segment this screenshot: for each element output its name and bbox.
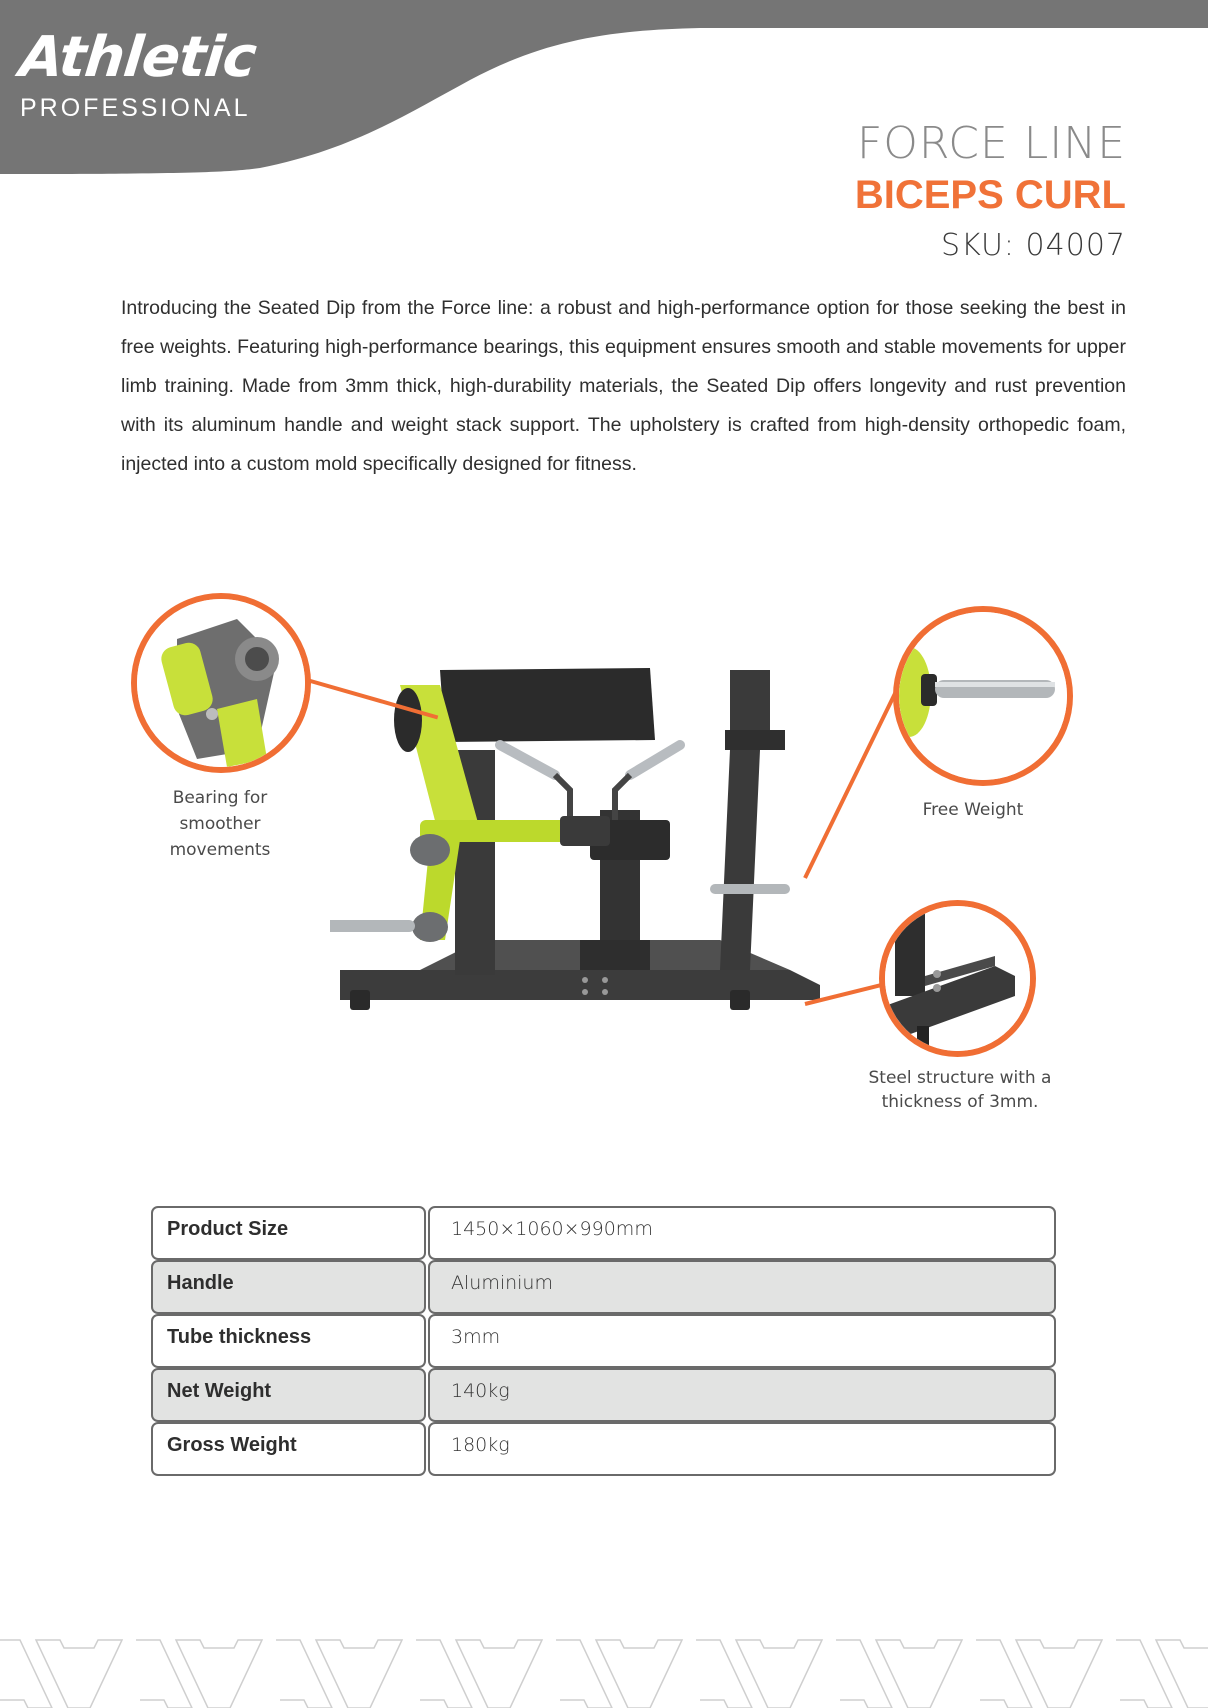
product-description: Introducing the Seated Dip from the Force line: a robust and high-performance option for those seeking the best in free weights. Featuring high-performance bearings, this equipment ensures smooth and stable movements for upper limb training. Made from 3mm thick, high-durability materials, the Seated Dip offers longevity and rust prevention with its aluminum handle and weight stack support. The upholstery is crafted from high-density orthopedic foam, injected into a custom mold specifically designed for fitness.: [121, 297, 1126, 475]
spec-value: Aluminium: [428, 1260, 1056, 1314]
spec-row: [151, 1314, 1056, 1368]
callout-bearing-label: Bearing for smoother movements: [169, 788, 271, 860]
product-title: BICEPS CURL: [854, 173, 1126, 217]
spec-table: [151, 1206, 1056, 1476]
brand-subtitle: PROFESSIONAL: [20, 94, 251, 122]
title-block: [855, 118, 1126, 268]
spec-key: Handle: [151, 1260, 426, 1314]
spec-value: 1450×1060×990mm: [428, 1206, 1056, 1260]
spec-row: [151, 1422, 1056, 1476]
callout-free-weight-label: Free Weight: [922, 800, 1024, 820]
callout-free-weight-circle: [893, 606, 1073, 786]
spec-key: Net Weight: [151, 1368, 426, 1422]
spec-row: [151, 1260, 1056, 1314]
spec-key: Tube thickness: [151, 1314, 426, 1368]
spec-row: [151, 1206, 1056, 1260]
spec-key: Gross Weight: [151, 1422, 426, 1476]
callout-steel-label: Steel structure with a thickness of 3mm.: [868, 1068, 1052, 1112]
spec-value: 180kg: [428, 1422, 1056, 1476]
spec-key: Product Size: [151, 1206, 426, 1260]
spec-value: 3mm: [428, 1314, 1056, 1368]
steel-detail-image: [885, 906, 1030, 1051]
free-weight-detail-image: [899, 612, 1067, 780]
biceps-curl-machine-image: [330, 640, 850, 1060]
spec-value: 140kg: [428, 1368, 1056, 1422]
bearing-detail-image: [137, 599, 305, 767]
footer-chevron-pattern: [0, 1628, 1208, 1708]
callout-steel-circle: [879, 900, 1036, 1057]
product-line: FORCE LINE: [856, 118, 1126, 169]
brand-logo: [16, 25, 259, 122]
callout-bearing-circle: [131, 593, 311, 773]
product-sku: SKU: 04007: [941, 228, 1126, 263]
brand-name: Athletic: [16, 25, 259, 90]
product-illustration-area: [0, 560, 1208, 1120]
spec-row: [151, 1368, 1056, 1422]
